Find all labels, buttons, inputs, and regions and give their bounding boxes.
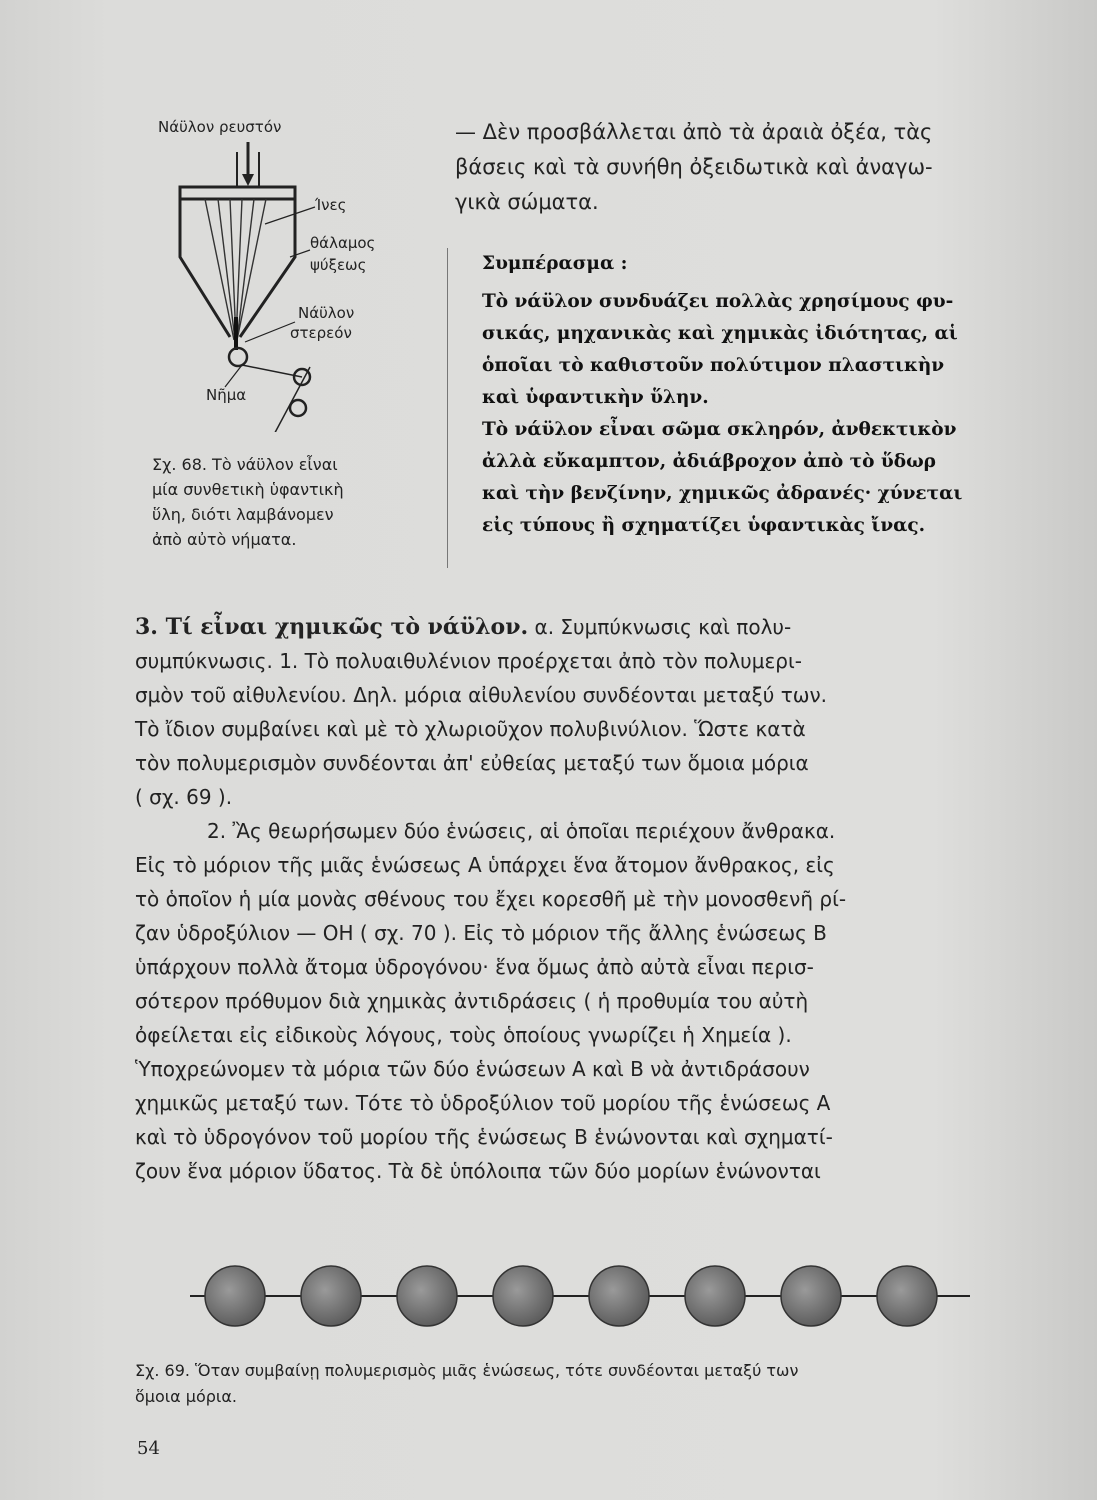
figure-68-caption [152, 452, 442, 552]
section-first-line-rest: α. Συμπύκνωσις καὶ πολυ- [528, 615, 792, 639]
label-solid-2: στερεόν [290, 324, 352, 342]
leader-solid [245, 322, 295, 342]
conclusion-line: ὁποῖαι τὸ καθιστοῦν πολύτιμον πλαστικὴν [482, 355, 945, 376]
inlet-arrowhead [242, 174, 254, 186]
conclusion-box [482, 248, 1027, 542]
intro-paragraph [455, 115, 1045, 220]
conclusion-line: εἰς τύπους ἢ σχηματίζει ὑφαντικὰς ἴνας. [482, 515, 926, 536]
body-line: συμπύκνωσις. 1. Τὸ πολυαιθυλένιον προέρχεται ἀπὸ τὸν πολυμερι- [135, 649, 802, 673]
conclusion-line: ἀλλὰ εὔκαμπτον, ἀδιάβροχον ἀπὸ τὸ ὕδωρ [482, 451, 936, 472]
body-line: τὸν πολυμερισμὸν συνδέονται ἀπ' εὐθείας μεταξύ των ὅμοια μόρια [135, 751, 809, 775]
conclusion-line: σικάς, μηχανικὰς καὶ χημικὰς ἰδιότητας, αἱ [482, 323, 958, 344]
chamber-wall-left [180, 199, 230, 337]
caption68-line: ὕλη, διότι λαμβάνομεν [152, 505, 334, 524]
molecule-sphere [589, 1266, 649, 1326]
section-heading: 3. Τί εἶναι χημικῶς τὸ νάϋλον. [135, 614, 529, 640]
body-line: Εἰς τὸ μόριον τῆς μιᾶς ἑνώσεως Α ὑπάρχει ἕνα ἄτομον ἄνθρακος, εἰς [135, 853, 835, 877]
label-fibers: Ίνες [315, 196, 347, 214]
page-number: 54 [137, 1438, 160, 1459]
caption69-line: ὅμοια μόρια. [135, 1387, 237, 1406]
body-line: ( σχ. 69 ). [135, 785, 233, 809]
label-liquid-nylon: Νάϋλον ρευστόν [158, 118, 282, 136]
conclusion-line: Τὸ νάϋλον εἶναι σῶμα σκληρόν, ἀνθεκτικὸν [482, 419, 957, 440]
spinneret-diagram [150, 112, 450, 432]
label-thread: Νῆμα [206, 386, 247, 404]
caption68-line: ἀπὸ αὐτὸ νήματα. [152, 530, 297, 549]
conclusion-line: καὶ ὑφαντικὴν ὕλην. [482, 387, 709, 408]
caption68-line: μία συνθετικὴ ὑφαντικὴ [152, 480, 344, 499]
spool-bottom-icon [290, 400, 306, 416]
conclusion-heading: Συμπέρασμα : [482, 253, 628, 274]
molecule-sphere [877, 1266, 937, 1326]
conclusion-line: καὶ τὴν βενζίνην, χημικῶς ἀδρανές· χύνεται [482, 483, 963, 504]
caption68-line: Σχ. 68. Τὸ νάϋλον εἶναι [152, 455, 338, 474]
body-line: ὀφείλεται εἰς εἰδικοὺς λόγους, τοὺς ὁποίους γνωρίζει ἡ Χημεία ). [135, 1023, 792, 1047]
thread-line [242, 365, 302, 377]
label-chamber-2: ψύξεως [310, 256, 367, 274]
molecule-sphere [205, 1266, 265, 1326]
section-first-line [135, 610, 1025, 644]
leader-thread [225, 365, 242, 387]
figure-69-caption [135, 1358, 1025, 1410]
roller-icon [229, 348, 247, 366]
molecule-sphere [397, 1266, 457, 1326]
section-3-body [135, 610, 1025, 1188]
intro-line: — Δὲν προσβάλλεται ἀπὸ τὰ ἀραιὰ ὀξέα, τὰς [455, 120, 933, 144]
column-divider [447, 248, 448, 568]
conclusion-line: Τὸ νάϋλον συνδυάζει πολλὰς χρησίμους φυ- [482, 291, 954, 312]
intro-line: γικὰ σώματα. [455, 190, 599, 214]
label-solid-1: Νάϋλον [298, 304, 355, 322]
leader-fibers [265, 207, 315, 224]
label-chamber-1: θάλαμος [310, 234, 376, 252]
figure-69-polymer-chain [190, 1258, 970, 1338]
body-line: Τὸ ἴδιον συμβαίνει καὶ μὲ τὸ χλωριοῦχον πολυβινύλιον. Ὥστε κατὰ [135, 717, 806, 741]
body-line: ὑπάρχουν πολλὰ ἄτομα ὑδρογόνου· ἕνα ὅμως ἀπὸ αὐτὰ εἶναι περισ- [135, 955, 814, 979]
molecule-sphere [493, 1266, 553, 1326]
caption69-line: Σχ. 69. Ὅταν συμβαίνῃ πολυμερισμὸς μιᾶς ἑνώσεως, τότε συνδέονται μεταξύ των [135, 1361, 799, 1380]
chamber-wall-right [240, 199, 295, 337]
leader-chamber [290, 250, 310, 257]
molecule-sphere [301, 1266, 361, 1326]
body-line: χημικῶς μεταξύ των. Τότε τὸ ὑδροξύλιον τοῦ μορίου τῆς ἑνώσεως Α [135, 1091, 831, 1115]
spool-axle [270, 367, 310, 432]
body-line: σότερον πρόθυμον διὰ χημικὰς ἀντιδράσεις ( ἡ προθυμία του αὐτὴ [135, 989, 809, 1013]
figure-68-nylon-spinneret [150, 112, 450, 432]
intro-line: βάσεις καὶ τὰ συνήθη ὀξειδωτικὰ καὶ ἀναγω- [455, 155, 933, 179]
molecule-sphere [685, 1266, 745, 1326]
body-line: τὸ ὁποῖον ἡ μία μονὰς σθένους του ἔχει κορεσθῆ μὲ τὴν μονοσθενῆ ρί- [135, 887, 847, 911]
body-line: ζουν ἕνα μόριον ὕδατος. Τὰ δὲ ὑπόλοιπα τῶν δύο μορίων ἑνώνονται [135, 1159, 821, 1183]
molecule-sphere [781, 1266, 841, 1326]
body-line: ζαν ὑδροξύλιον — ΟΗ ( σχ. 70 ). Εἰς τὸ μόριον τῆς ἄλλης ἑνώσεως Β [135, 921, 827, 945]
top-plate [180, 187, 295, 199]
body-line: Ὑποχρεώνομεν τὰ μόρια τῶν δύο ἑνώσεων Α καὶ Β νὰ ἀντιδράσουν [135, 1057, 810, 1081]
polymer-chain-diagram [190, 1258, 970, 1338]
body-line: καὶ τὸ ὑδρογόνον τοῦ μορίου τῆς ἑνώσεως Β ἑνώνονται καὶ σχηματί- [135, 1125, 833, 1149]
body-line: 2. Ἂς θεωρήσωμεν δύο ἑνώσεις, αἱ ὁποῖαι περιέχουν ἄνθρακα. [207, 819, 836, 843]
body-line: σμὸν τοῦ αἰθυλενίου. Δηλ. μόρια αἰθυλενίου συνδέονται μεταξύ των. [135, 683, 828, 707]
